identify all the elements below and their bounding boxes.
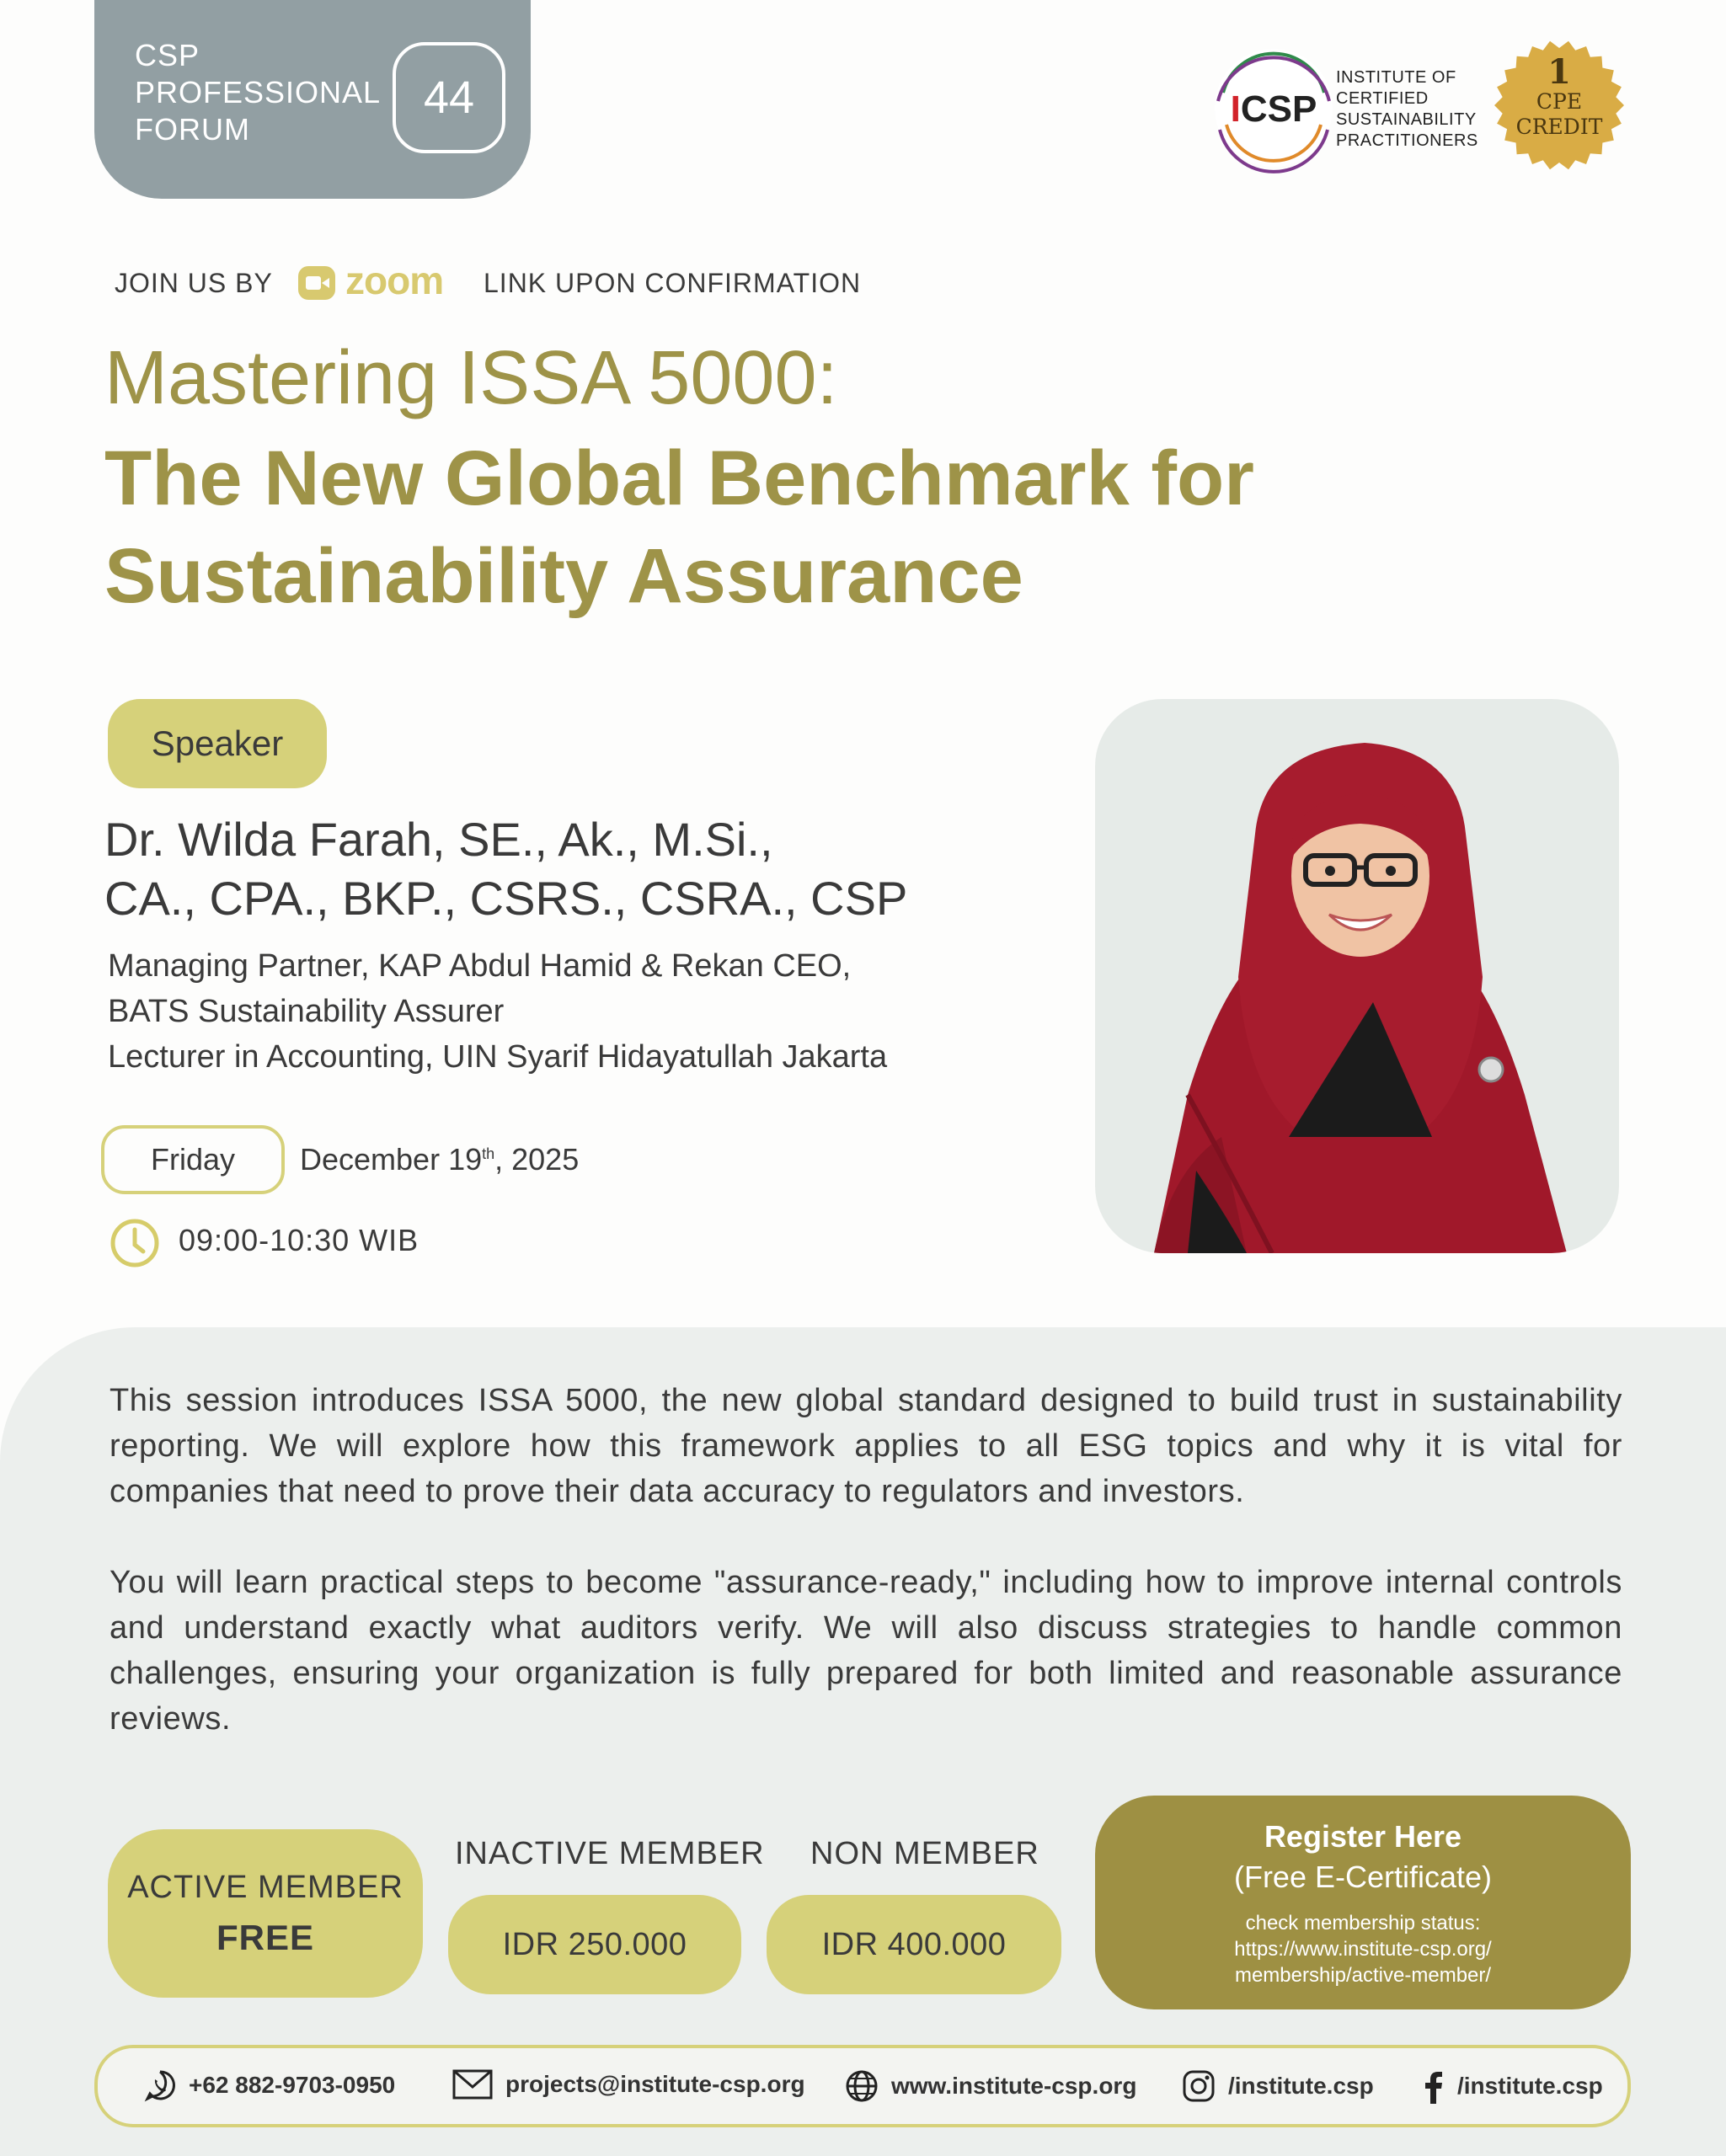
contact-instagram[interactable]: /institute.csp [1181,2068,1374,2104]
event-date: December 19th, 2025 [300,1142,580,1177]
contact-email[interactable]: projects@institute-csp.org [452,2068,805,2100]
instagram-icon [1181,2068,1216,2104]
speaker-photo [1095,699,1619,1253]
register-button[interactable]: Register Here (Free E-Certificate) check membership status: https://www.institute-csp.org/ membership/active-member/ [1095,1796,1631,2009]
facebook-icon [1420,2068,1445,2104]
speaker-portrait [1095,699,1619,1253]
join-prefix: JOIN US BY [115,268,273,298]
event-time: 09:00-10:30 WIB [179,1223,419,1257]
globe-icon [844,2068,879,2104]
pricing-inactive-label: INACTIVE MEMBER [455,1836,765,1871]
contact-facebook[interactable]: /institute.csp [1420,2068,1603,2104]
membership-note: check membership status: https://www.institute-csp.org/ membership/active-member/ [1234,1912,1492,1987]
cpe-credit-badge: 1 CPE CREDIT [1515,52,1603,139]
event-day: Friday [101,1125,285,1194]
clock-icon [110,1218,160,1268]
speaker-label: Speaker [108,699,327,788]
contact-phone[interactable]: +62 882-9703-0950 [143,2068,395,2102]
event-title: Mastering ISSA 5000: [104,336,838,420]
speaker-roles: Managing Partner, KAP Abdul Hamid & Rekan CEO, BATS Sustainability Assurer Lecturer in Accounting, UIN Syarif Hidayatullah Jakarta [108,948,888,1075]
speaker-name: Dr. Wilda Farah, SE., Ak., M.Si., CA., CPA., BKP., CSRS., CSRA., CSP [104,813,908,925]
pricing-inactive-value: IDR 250.000 [448,1895,741,1994]
whatsapp-icon [143,2068,177,2102]
event-subtitle: The New Global Benchmark for Sustainability Assurance [104,435,1254,619]
svg-text:ICSP: ICSP [1230,88,1317,130]
join-suffix: LINK UPON CONFIRMATION [484,268,862,298]
pricing-non-label: NON MEMBER [810,1836,1039,1871]
mail-icon [452,2068,494,2100]
pricing-active-member: ACTIVE MEMBER FREE [108,1829,423,1998]
zoom-icon [298,266,335,300]
pricing-non-value: IDR 400.000 [767,1895,1061,1994]
zoom-logo: zoom [345,259,444,302]
forum-number: 44 [393,42,505,153]
event-description: This session introduces ISSA 5000, the new global standard designed to build trust in sustainability reporting. We will explore how this framework applies to all ESG topics and why it is vital for companies that need to prove their data accuracy to regulators and investors. You will learn practical steps to become "assurance-ready," including how to improve internal controls and understand exactly what auditors verify. We will also discuss strategies to handle common challenges, ensuring your organization is fully prepared for both limited and reasonable assurance reviews. [110,1383,1622,1737]
institute-name: INSTITUTE OF CERTIFIED SUSTAINABILITY PRACTITIONERS [1336,68,1478,150]
contact-website[interactable]: www.institute-csp.org [844,2068,1136,2104]
forum-label: CSP PROFESSIONAL FORUM [135,38,382,147]
icsp-logo-icon [1206,40,1341,175]
